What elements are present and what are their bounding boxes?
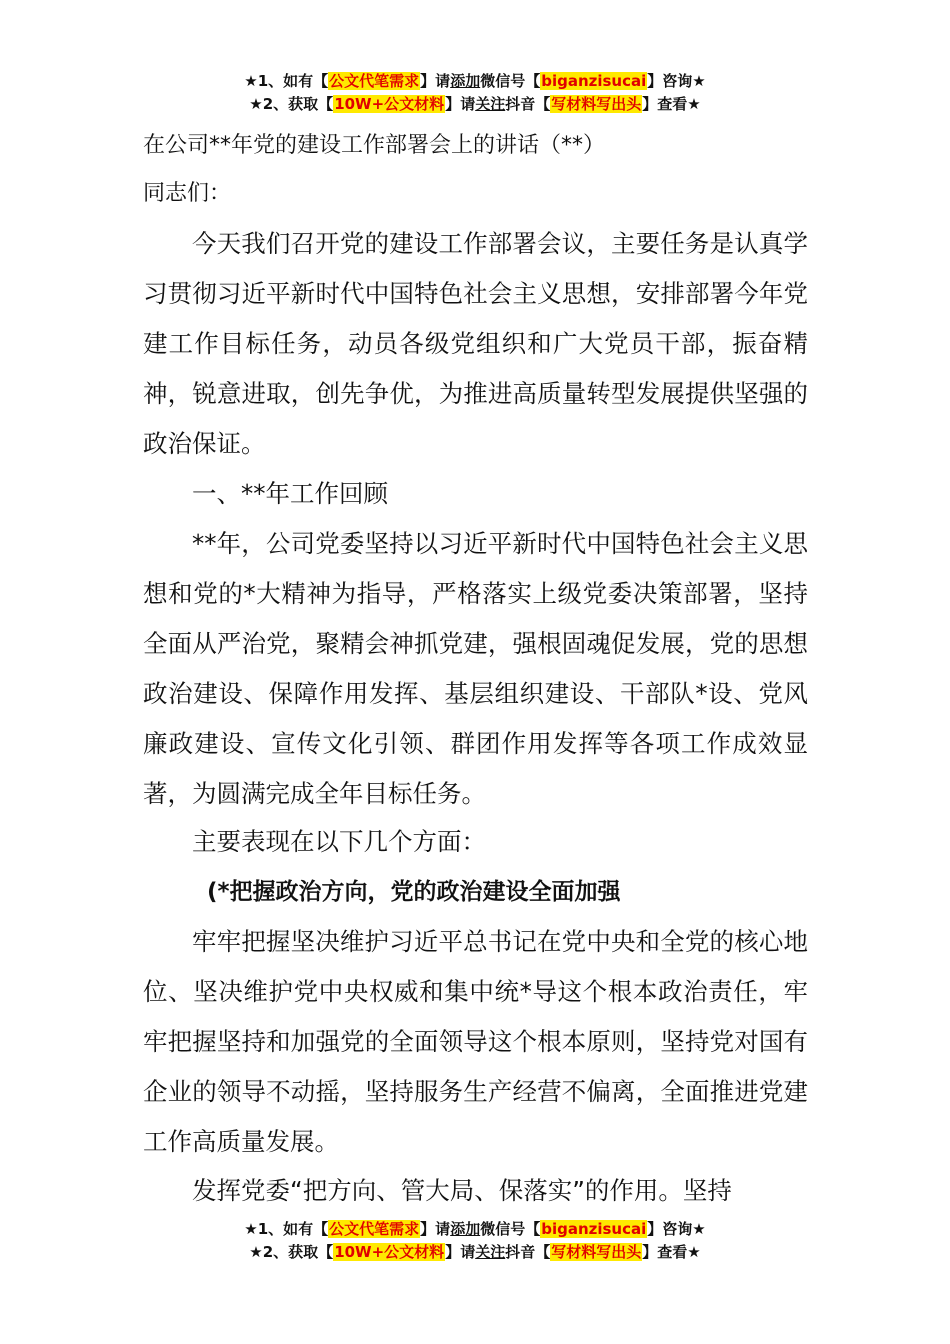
banner-text: ★2、获取【	[249, 1243, 334, 1261]
banner-text: 微信号【	[480, 1220, 541, 1238]
banner-underlined-text: 添加	[450, 1220, 481, 1238]
banner-text: 】请	[420, 1220, 451, 1238]
banner-text: 抖音【	[505, 95, 551, 113]
top-banner	[0, 70, 950, 116]
banner-text: 】请	[445, 95, 476, 113]
banner-text: ★1、如有【	[244, 72, 329, 90]
banner-highlight: 写材料写出头	[551, 1243, 642, 1261]
paragraph-aspects: 主要表现在以下几个方面：	[192, 827, 486, 856]
banner-text: 】请	[445, 1243, 476, 1261]
banner-underlined-text: 关注	[475, 95, 506, 113]
bottom-banner	[0, 1218, 950, 1264]
banner-text: 抖音【	[505, 1243, 551, 1261]
greeting: 同志们：	[143, 181, 232, 206]
banner-line-1	[0, 70, 950, 93]
paragraph-political: 牢牢把握坚决维护习近平总书记在党中央和全党的核心地位、坚决维护党中央权威和集中统*导这个根本政治责任，牢牢把握坚持和加强党的全面领导这个根本原则，坚持党对国有企业的领导不动摇，坚持服务生产经营不偏离，全面推进党建工作高质量发展。	[143, 927, 808, 1156]
banner-highlight: biganzisucai	[541, 1220, 647, 1238]
banner-underlined-text: 添加	[450, 72, 481, 90]
banner-highlight: 10W+公文材料	[334, 95, 445, 113]
banner-highlight: 写材料写出头	[551, 95, 642, 113]
banner-text: 】咨询★	[647, 72, 706, 90]
banner-text: 】请	[420, 72, 451, 90]
paragraph-review: **年，公司党委坚持以习近平新时代中国特色社会主义思想和党的*大精神为指导，严格落实上级党委决策部署，坚持全面从严治党，聚精会神抓党建，强根固魂促发展，党的思想政治建设、保障作用发挥、基层组织建设、干部队*设、党风廉政建设、宣传文化引领、群团作用发挥等各项工作成效显著，为圆满完成全年目标任务。	[143, 529, 808, 808]
banner-text: 】咨询★	[647, 1220, 706, 1238]
banner-text: 】查看★	[642, 1243, 701, 1261]
banner-line-2	[0, 1241, 950, 1264]
banner-line-1	[0, 1218, 950, 1241]
banner-line-2	[0, 93, 950, 116]
banner-highlight: 10W+公文材料	[334, 1243, 445, 1261]
banner-underlined-text: 关注	[475, 1243, 506, 1261]
banner-text: ★2、获取【	[249, 95, 334, 113]
paragraph-intro: 今天我们召开党的建设工作部署会议，主要任务是认真学习贯彻习近平新时代中国特色社会主义思想，安排部署今年党建工作目标任务，动员各级党组织和广大党员干部，振奋精神，锐意进取，创先争优，为推进高质量转型发展提供坚强的政治保证。	[143, 229, 808, 458]
banner-highlight: 公文代笔需求	[329, 1220, 420, 1238]
section-heading: 一、**年工作回顾	[192, 479, 388, 508]
banner-text: 】查看★	[642, 95, 701, 113]
document-title: 在公司**年党的建设工作部署会上的讲话（**）	[143, 133, 606, 158]
subheading: (*把握政治方向，党的政治建设全面加强	[207, 879, 621, 905]
banner-highlight: biganzisucai	[541, 72, 647, 90]
banner-text: 微信号【	[480, 72, 541, 90]
banner-text: ★1、如有【	[244, 1220, 329, 1238]
paragraph-party-committee: 发挥党委“把方向、管大局、保落实”的作用。坚持	[192, 1176, 732, 1205]
banner-highlight: 公文代笔需求	[329, 72, 420, 90]
